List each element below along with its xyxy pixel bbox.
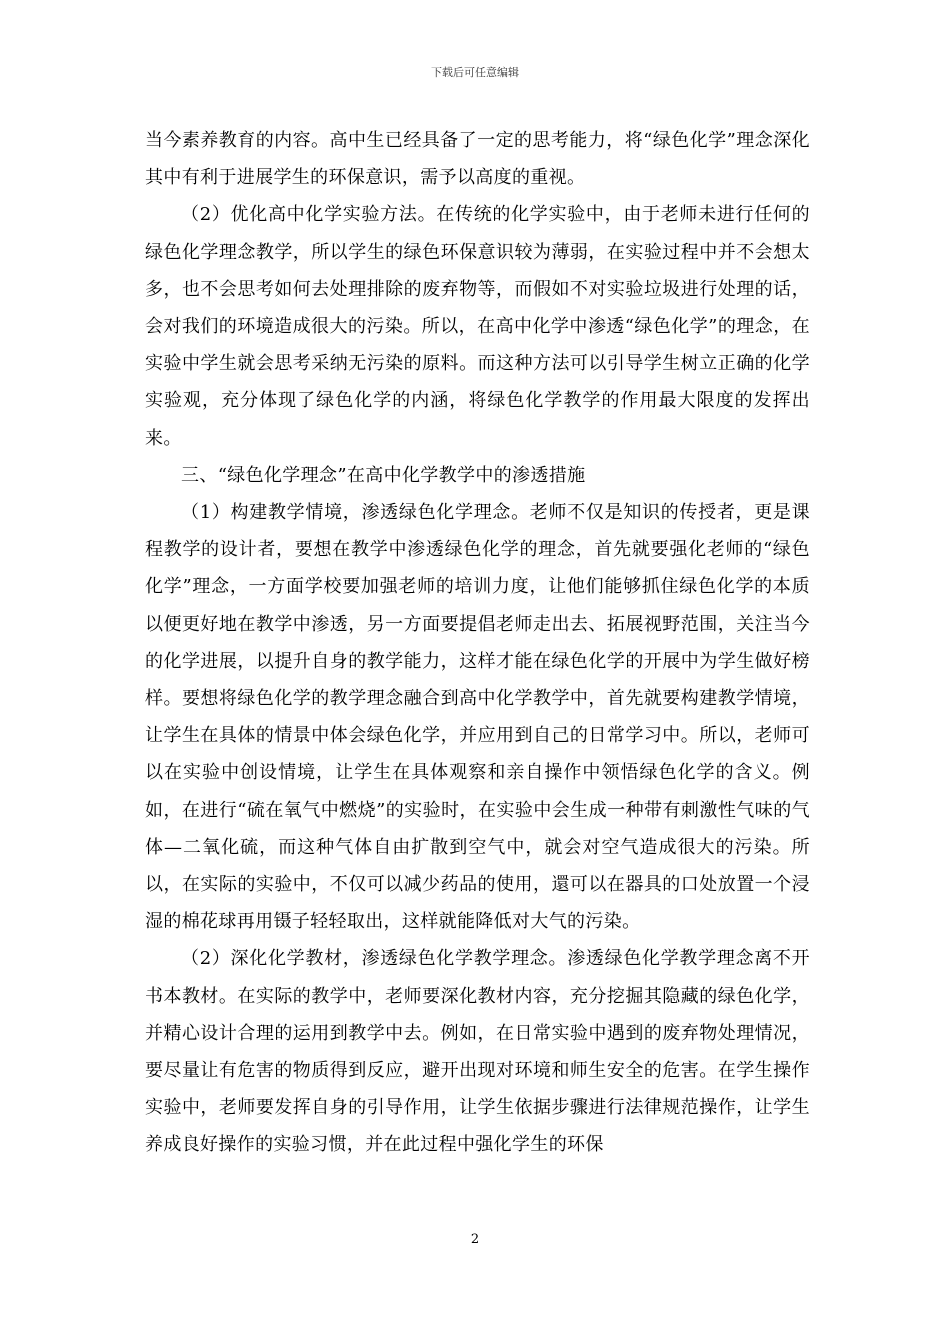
page-number: 2	[470, 1232, 480, 1247]
section-heading: 三、“绿色化学理念”在高中化学教学中的渗透措施	[181, 464, 586, 486]
paragraph-build-teaching-context: （1）构建教学情境，渗透绿色化学理念。老师不仅是知识的传授者，更是课程教学的设计者，要想在教学中渗透绿色化学的理念，首先就要强化老师的“绿色化学”理念，一方面学校要加强老师的培训力度，让他们能够抓住绿色化学的本质以便更好地在教学中渗透，另一方面要提倡老师走出去、拓展视野范围，关注当今的化学进展，以提升自身的教学能力，这样才能在绿色化学的开展中为学生做好榜样。要想将绿色化学的教学理念融合到高中化学教学中，首先就要构建教学情境，让学生在具体的情景中体会绿色化学，并应用到自己的日常学习中。所以，老师可以在实验中创设情境，让学生在具体观察和亲自操作中领悟绿色化学的含义。例如，在进行“硫在氧气中燃烧”的实验时，在实验中会生成一种带有刺激性气味的气体—二氧化硫，而这种气体自由扩散到空气中，就会对空气造成很大的污染。所以，在实际的实验中，不仅可以减少药品的使用，還可以在器具的口处放置一个浸湿的棉花球再用镊子轻轻取出，这样就能降低对大气的污染。	[145, 502, 810, 933]
paragraph-optimize-experiment-methods: （2）优化高中化学实验方法。在传统的化学实验中，由于老师未进行任何的绿色化学理念教学，所以学生的绿色环保意识较为薄弱，在实验过程中并不会想太多，也不会思考如何去处理排除的废弃物等，而假如不对实验垃圾进行处理的话，会对我们的环境造成很大的污染。所以，在高中化学中渗透“绿色化学”的理念，在实验中学生就会思考采纳无污染的原料。而这种方法可以引导学生树立正确的化学实验观，充分体现了绿色化学的内涵，将绿色化学教学的作用最大限度的发挥出来。	[145, 204, 810, 449]
page-header: 下载后可任意编辑	[431, 66, 519, 79]
paragraph-continuation: 当今素养教育的内容。高中生已经具备了一定的思考能力，将“绿色化学”理念深化其中有利于进展学生的环保意识，需予以高度的重视。	[145, 130, 810, 189]
document-body	[145, 122, 810, 1164]
paragraph-deepen-textbooks: （2）深化化学教材，渗透绿色化学教学理念。渗透绿色化学教学理念离不开书本教材。在实际的教学中，老师要深化教材内容，充分挖掘其隐藏的绿色化学，并精心设计合理的运用到教学中去。例如，在日常实验中遇到的废弃物处理情况，要尽量让有危害的物质得到反应，避开出现对环境和师生安全的危害。在学生操作实验中，老师要发挥自身的引导作用，让学生依据步骤进行法律规范操作，让学生养成良好操作的实验习惯，并在此过程中强化学生的环保	[145, 948, 810, 1156]
